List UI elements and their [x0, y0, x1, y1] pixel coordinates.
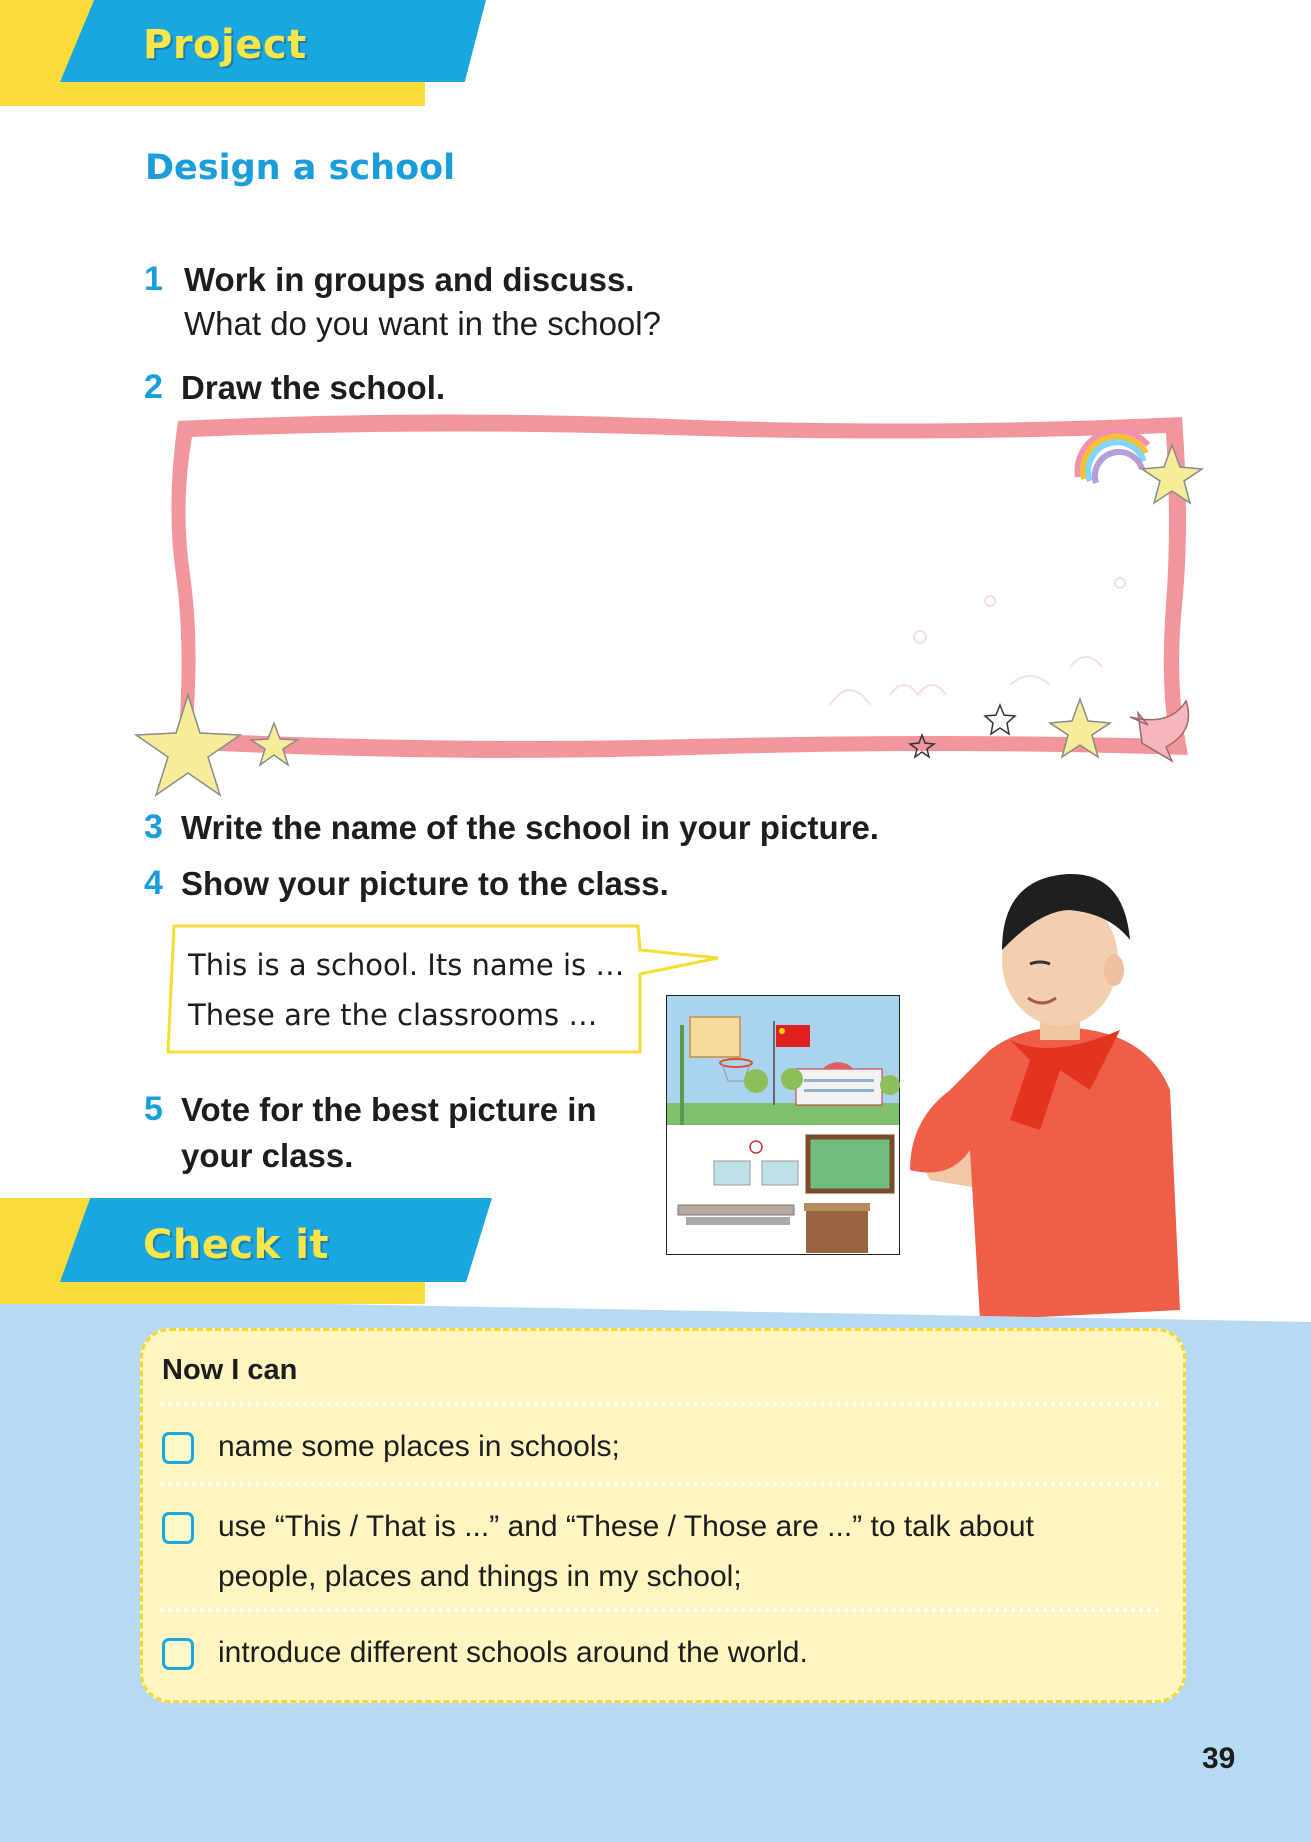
check-it-header-title: Check it [143, 1222, 330, 1268]
boy-illustration [890, 860, 1250, 1320]
divider [160, 1482, 1160, 1486]
check-item-2-line-1: use “This / That is ...” and “These / Those are ...” to talk about [218, 1510, 1034, 1543]
check-item-3: introduce different schools around the world. [218, 1636, 808, 1669]
step-number-2: 2 [144, 368, 163, 406]
school-picture [666, 995, 900, 1255]
bubble-line-2: These are the classrooms … [188, 998, 598, 1032]
step-number-4: 4 [144, 864, 163, 902]
bubble-line-1: This is a school. Its name is … [188, 948, 625, 982]
step-number-3: 3 [144, 808, 163, 846]
step-4-text: Show your picture to the class. [181, 865, 669, 902]
checkbox-1[interactable] [162, 1432, 194, 1464]
speech-bubble [166, 922, 726, 1056]
step-2-text: Draw the school. [181, 369, 446, 406]
step-number-5: 5 [144, 1090, 163, 1128]
step-number-1: 1 [144, 260, 163, 298]
page-number: 39 [1202, 1742, 1236, 1775]
divider [160, 1608, 1160, 1612]
step-1-text: Work in groups and discuss. [184, 261, 635, 298]
section-title: Design a school [145, 148, 456, 188]
step-5-text-line-1: Vote for the best picture in [181, 1091, 597, 1128]
step-3-text: Write the name of the school in your picture. [181, 809, 879, 846]
checkbox-3[interactable] [162, 1638, 194, 1670]
frame-drawing-area[interactable] [185, 431, 1170, 741]
project-header-title: Project [143, 22, 307, 68]
drawing-frame[interactable] [130, 405, 1210, 805]
step-5-text-line-2: your class. [181, 1137, 354, 1174]
checkbox-2[interactable] [162, 1512, 194, 1544]
now-i-can-label: Now I can [162, 1354, 298, 1386]
check-item-1: name some places in schools; [218, 1430, 620, 1463]
check-item-2-line-2: people, places and things in my school; [218, 1560, 742, 1593]
divider [160, 1402, 1160, 1406]
step-1-subtext: What do you want in the school? [184, 305, 661, 342]
